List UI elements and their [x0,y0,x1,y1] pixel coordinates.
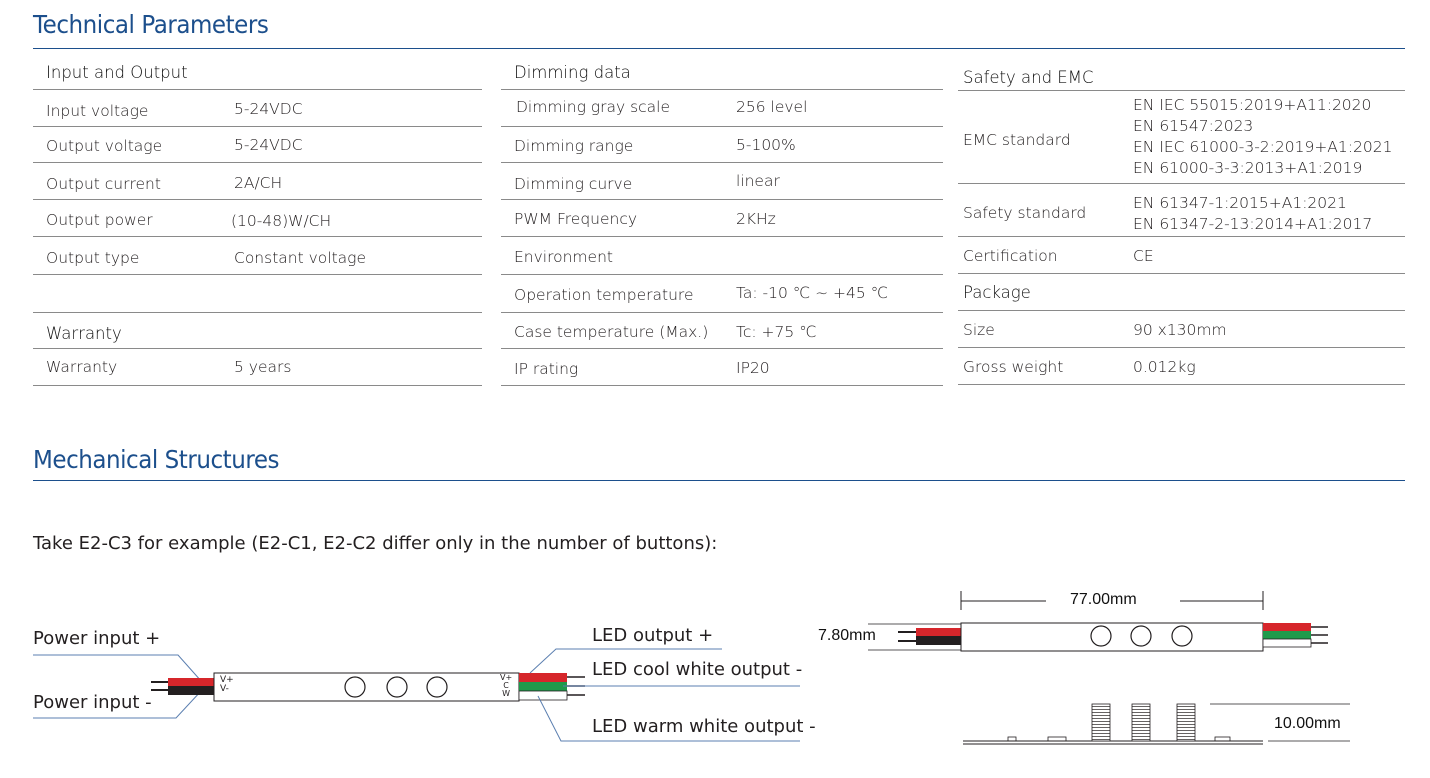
power-wire-red [168,678,214,686]
param-label: Dimming range [514,137,634,155]
power-wire-red [916,628,962,636]
param-value: CE [1133,247,1154,265]
param-label: PWM Frequency [514,210,638,228]
output-wire-red [1263,623,1311,631]
param-value: 2A/CH [234,174,283,192]
param-value: 2KHz [736,210,776,228]
side-button-3 [1177,704,1195,741]
param-value: (10-48)W/CH [231,212,332,230]
param-label: Output voltage [46,137,163,155]
side-component [1215,737,1230,741]
pin-label: V+ [220,675,234,685]
power-plus-leader [33,655,202,682]
package-header: Package [963,283,1031,302]
param-label: Operation temperature [514,286,694,304]
param-label: Gross weight [963,358,1064,376]
emc-line: EN 61547:2023 [1133,117,1254,135]
pin-labels-left [220,676,234,694]
controller-body [214,673,519,701]
param-label: Certification [963,247,1058,265]
param-value: Constant voltage [234,249,366,267]
technical-parameters-title: Technical Parameters [33,10,269,39]
param-value: Tc: +75 ℃ [736,323,817,341]
pin-labels-right [500,674,512,698]
param-label: Dimming curve [514,175,633,193]
safety-header: Safety and EMC [963,68,1094,87]
io-header: Input and Output [46,63,188,82]
dimming-header: Dimming data [514,63,631,82]
param-value: 90 x130mm [1133,321,1227,339]
param-value: 5 years [234,358,292,376]
param-label: Output current [46,175,161,193]
led-warm-white-label: LED warm white output - [592,716,816,737]
output-wire-white [1263,639,1311,647]
pin-label: W [502,689,511,698]
param-label: IP rating [514,360,579,378]
param-value: 256 level [736,98,808,116]
param-value: Ta: -10 ℃ ~ +45 ℃ [736,284,889,302]
pin-label: C [503,681,509,690]
output-wire-red [519,673,567,682]
param-label: Output power [46,211,153,229]
emc-line: EN IEC 55015:2019+A11:2020 [1133,96,1372,114]
side-component [1048,737,1066,741]
param-value: 0.012kg [1133,358,1196,376]
side-component [1008,737,1016,741]
pin-label: V+ [500,673,513,682]
param-label: Warranty [46,358,118,376]
param-value: IP20 [736,359,770,377]
controller-top-body [961,623,1263,651]
param-value: 5-24VDC [234,136,303,154]
height-dimension: 10.00mm [1274,715,1341,732]
output-wire-green [1263,631,1311,639]
mechanical-structures-title: Mechanical Structures [33,445,280,474]
param-label: Case temperature (Max.) [514,323,709,341]
length-dimension: 77.00mm [1070,591,1137,608]
warranty-header: Warranty [46,324,122,343]
param-label: Dimming gray scale [516,98,671,116]
led-cool-white-label: LED cool white output - [592,659,803,680]
emc-line: EN IEC 61000-3-2:2019+A1:2021 [1133,138,1393,156]
param-label: Input voltage [46,102,149,120]
environment-header: Environment [514,248,613,266]
power-wire-black [168,686,214,695]
pin-label: V- [220,684,229,694]
param-value: 5-24VDC [234,100,303,118]
side-button-2 [1132,704,1150,741]
output-wire-white [519,691,567,700]
output-wire-green [519,682,567,691]
param-label: Size [963,321,995,339]
width-dimension: 7.80mm [818,627,876,644]
emc-line: EN 61000-3-3:2013+A1:2019 [1133,159,1363,177]
power-input-minus-label: Power input - [33,692,152,713]
param-value: 5-100% [736,136,796,154]
param-label: EMC standard [963,131,1071,149]
power-wire-black [916,636,962,645]
power-input-plus-label: Power input + [33,628,161,649]
param-label: Output type [46,249,140,267]
param-label: Safety standard [963,204,1087,222]
param-value: linear [736,172,780,190]
led-output-plus-label: LED output + [592,625,714,646]
side-button-1 [1092,704,1110,741]
safety-line: EN 61347-2-13:2014+A1:2017 [1133,215,1373,233]
mechanical-intro-text: Take E2-C3 for example (E2-C1, E2-C2 differ only in the number of buttons): [33,533,718,554]
safety-line: EN 61347-1:2015+A1:2021 [1133,194,1347,212]
